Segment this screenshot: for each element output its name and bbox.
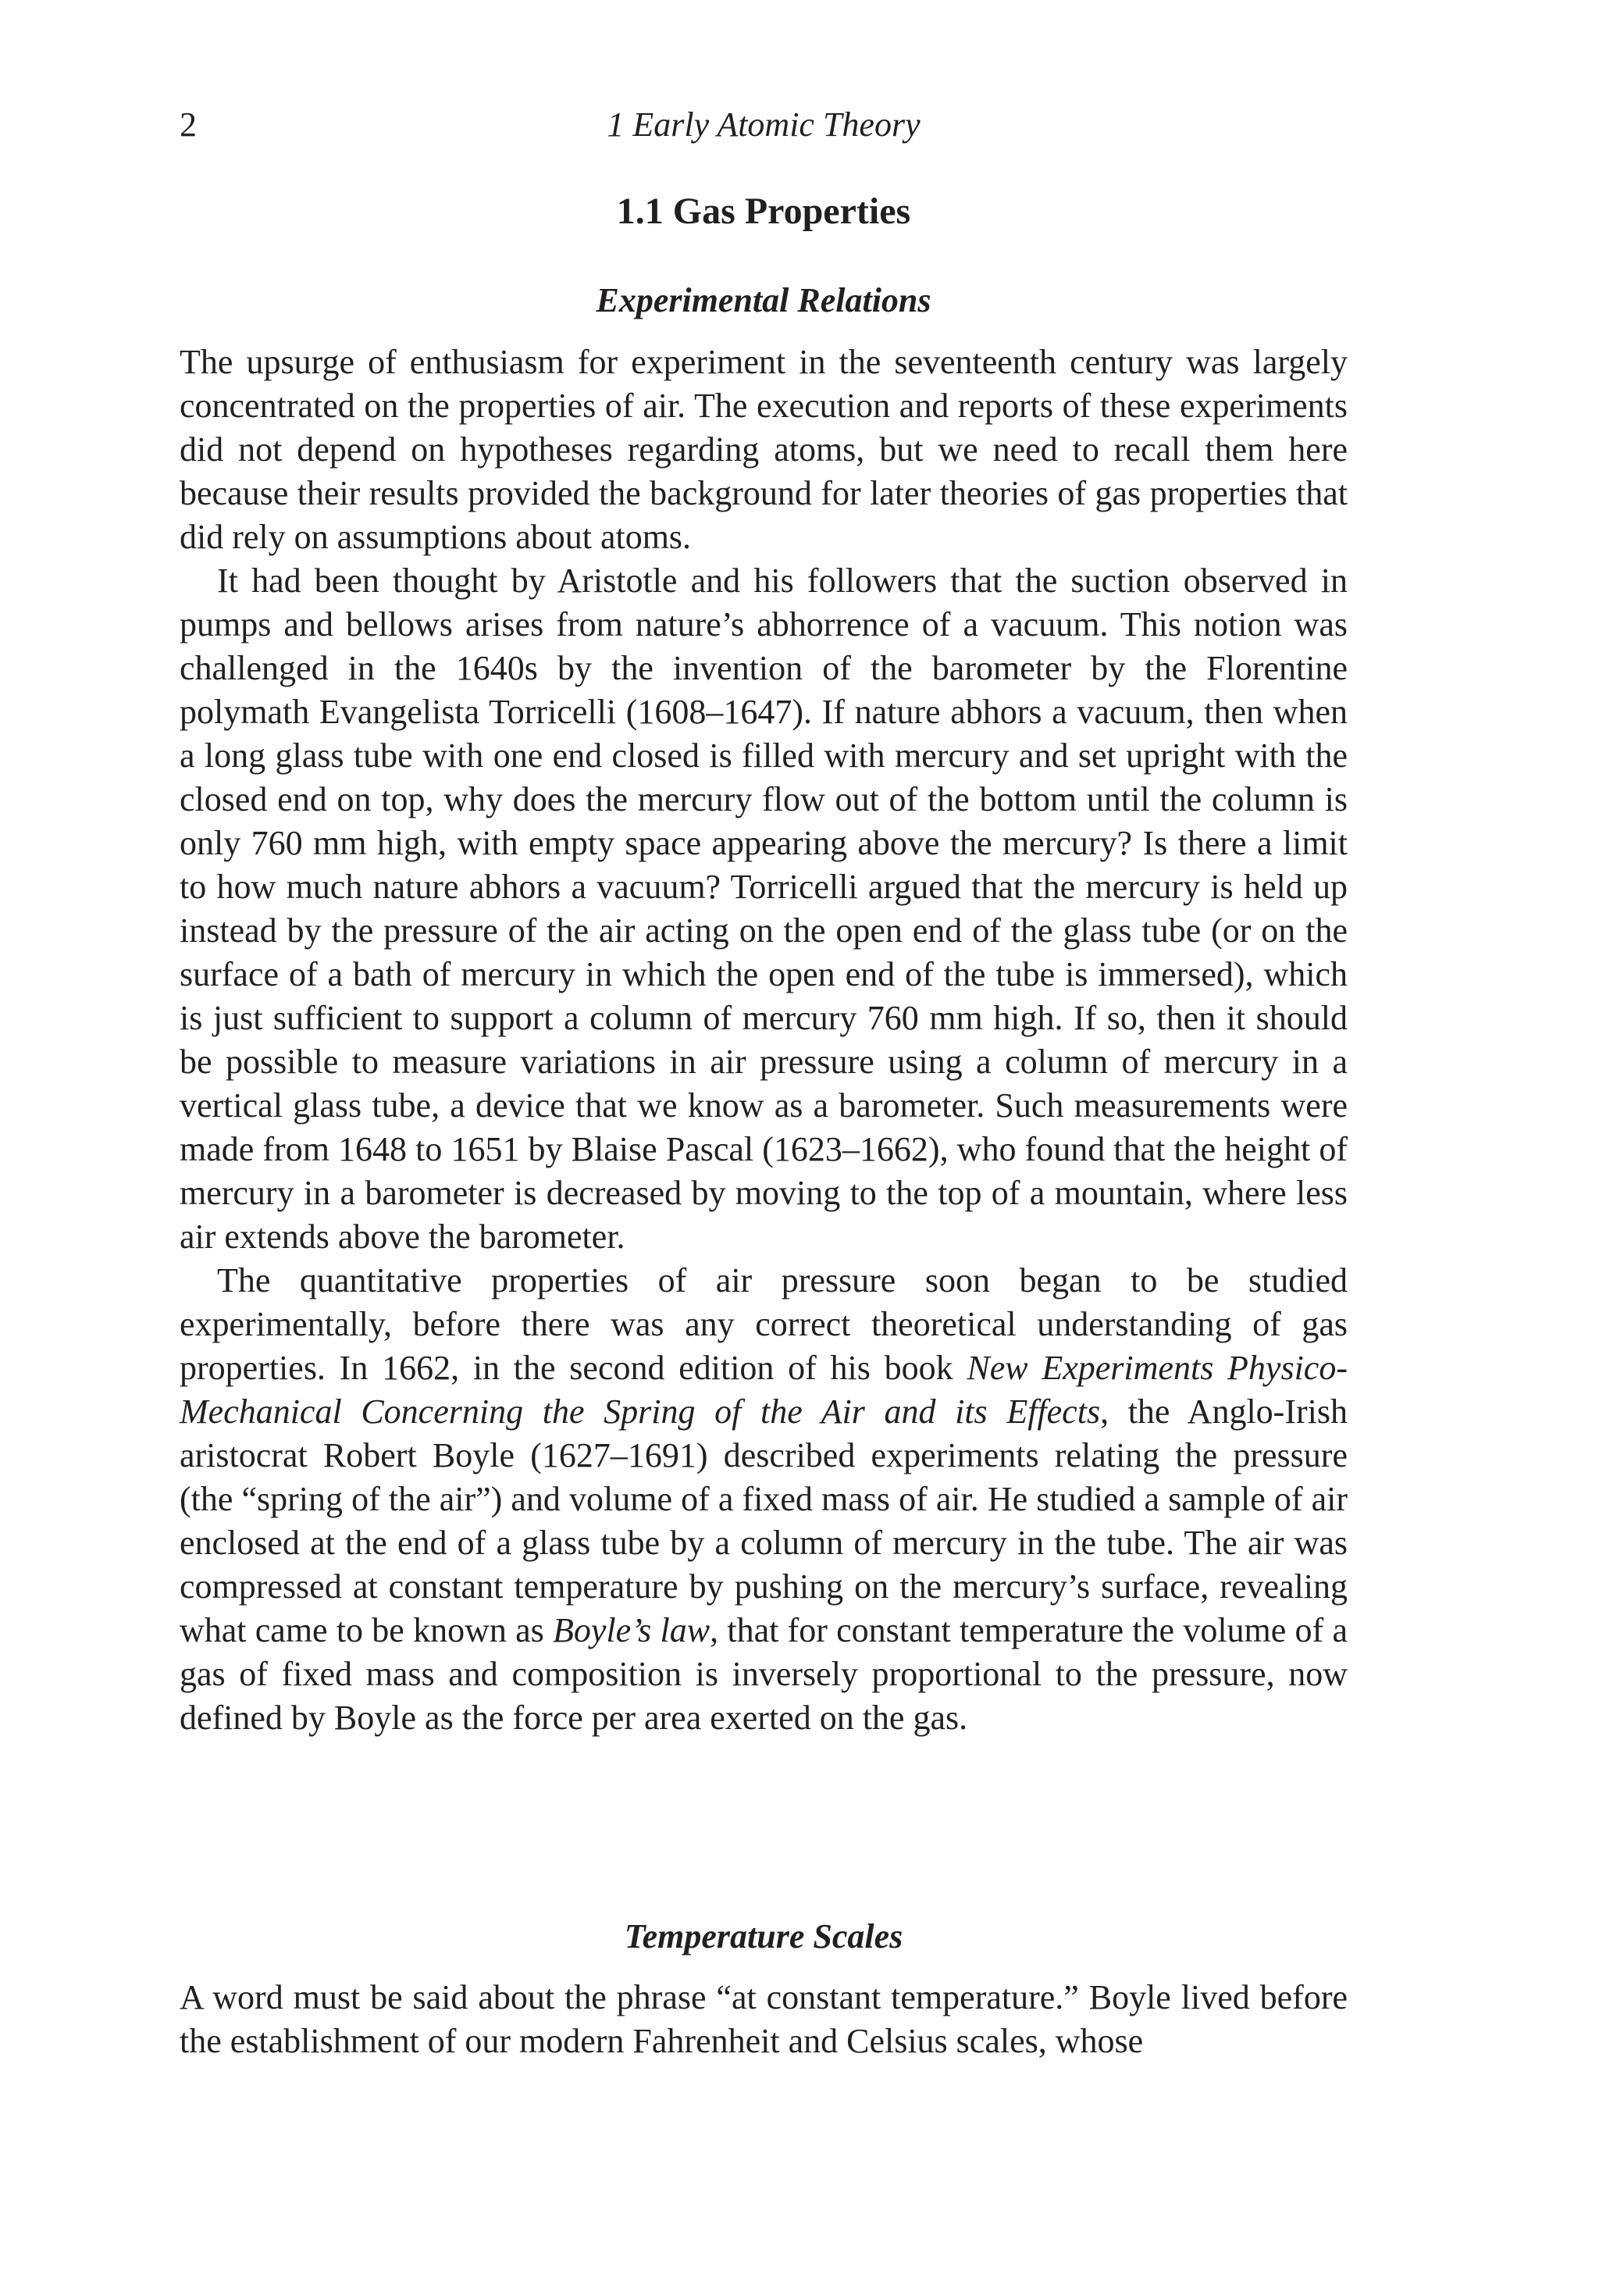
running-head <box>180 102 1348 148</box>
paragraph-1: The upsurge of enthusiasm for experiment in the seventeenth century was largely concentrated on the properties of air. The execution and reports of these experiments did not depend on hypotheses regarding atoms, but we need to recall them here because their results provided the background for later theories of gas properties that did rely on assumptions about atoms. <box>180 343 1348 556</box>
paragraph-2: It had been thought by Aristotle and his followers that the suction observed in pumps and bellows arises from nature’s abhorrence of a vacuum. This notion was challenged in the 1640s by the invention of the barometer by the Florentine polymath Evangelista Torricelli (1608–1647). If nature abhors a vacuum, then when a long glass tube with one end closed is filled with mercury and set upright with the closed end on top, why does the mercury flow out of the bottom until the column is only 760 mm high, with empty space appearing above the mercury? Is there a limit to how much nature abhors a vacuum? Torricelli argued that the mercury is held up instead by the pressure of the air acting on the open end of the glass tube (or on the surface of a bath of mercury in which the open end of the tube is immersed), which is just sufficient to support a column of mercury 760 mm high. If so, then it should be possible to measure variations in air pressure using a column of mercury in a vertical glass tube, a device that we know as a barometer. Such measurements were made from 1648 to 1651 by Blaise Pascal (1623–1662), who found that the height of mercury in a barometer is decreased by moving to the top of a mountain, where less air extends above the barometer. <box>180 562 1348 1256</box>
experimental-relations-body <box>180 340 1348 1740</box>
paragraph-4: A word must be said about the phrase “at constant temperature.” Boyle lived before the establishment of our modern Fahrenheit and Celsius scales, whose <box>180 1978 1348 2060</box>
boyles-law-term: Boyle’s law <box>553 1611 710 1649</box>
subsection-heading-experimental-relations: Experimental Relations <box>596 281 931 319</box>
section-title: 1.1 Gas Properties <box>616 191 911 232</box>
subsection-heading-temperature-scales: Temperature Scales <box>624 1917 903 1956</box>
paragraph-3-text-b: , the Anglo-Irish aristocrat Robert Boyle (1627–1691) described experiments relating the pressure (the “spring of the air”) and volume of a fixed mass of air. He studied a sample of air enclosed at the end of a glass tube by a column of mercury in the tube. The air was compressed at constant temperature by pushing on the mercury’s surface, revealing what came to be known as <box>180 1392 1348 1649</box>
page-number: 2 <box>180 105 197 144</box>
chapter-title: 1 Early Atomic Theory <box>607 105 921 144</box>
paragraph-3-text-c: , that for constant temperature the volume of a gas of fixed mass and composition is inversely proportional to the pressure, now defined by Boyle as the force per area exerted on the gas. <box>180 1611 1348 1737</box>
paragraph-3-text-a: The quantitative properties of air pressure soon began to be studied experimentally, before there was any correct theoretical understanding of gas properties. In 1662, in the second edition of his book <box>180 1261 1348 1387</box>
book-title: New Experiments Physico-Mechanical Concerning the Spring of the Air and its Effects <box>180 1349 1348 1431</box>
paragraph-3 <box>180 1259 1348 1740</box>
temperature-scales-body <box>180 1976 1348 2063</box>
